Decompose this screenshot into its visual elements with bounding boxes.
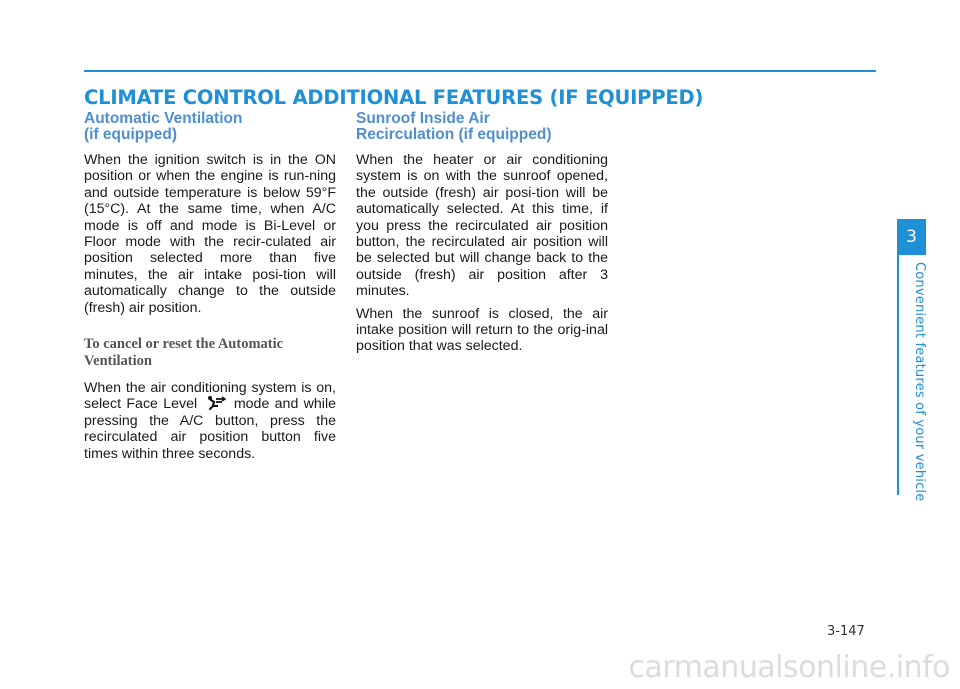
heading-line-2: Recirculation (if equipped) (356, 126, 552, 143)
subheading-line-2: Ventilation (84, 353, 152, 370)
header-rule (84, 70, 876, 72)
section-heading-sunroof-recirculation (356, 111, 608, 143)
page-title: CLIMATE CONTROL ADDITIONAL FEATURES (IF EQUIPPED) (84, 86, 704, 109)
cancel-reset-subheading (84, 336, 336, 370)
left-column (84, 111, 336, 468)
page-number: 3-147 (827, 624, 865, 639)
paragraph-text-after-icon: mode and while pressing the A/C button, press the recirculated air position button five times within three seconds. (84, 396, 336, 462)
heading-line-1: Sunroof Inside Air (356, 110, 490, 127)
section-heading-automatic-ventilation (84, 111, 336, 143)
subheading-line-1: To cancel or reset the Automatic (84, 336, 284, 353)
heading-line-2: (if equipped) (84, 126, 177, 143)
automatic-ventilation-paragraph: When the ignition switch is in the ON position or when the engine is run-ning and outside temperature is below 59°F (15°C). At the same time, when A/C mode is off and mode is Bi-Level or Floor mode with the recir-culated air position selected more than five minutes, the air intake posi-tion will automatically change to the outside (fresh) air position. (84, 152, 336, 316)
sunroof-paragraph-2: When the sunroof is closed, the air intake position will return to the orig-inal position that was selected. (356, 305, 608, 355)
chapter-title: Convenient features of your vehicle (912, 262, 927, 502)
right-column (356, 111, 608, 361)
chapter-tab: 3 (897, 219, 926, 255)
face-level-mode-icon (207, 396, 227, 410)
watermark: carmanualsonline.info (628, 650, 950, 685)
paragraph-text-before-icon: When the air conditioning system is on, select Face Level (84, 380, 336, 413)
cancel-reset-paragraph (84, 380, 336, 462)
sunroof-paragraph-1: When the heater or air conditioning system is on with the sunroof opened, the outside (fresh) air posi-tion will be automatically selected. At this time, if you press the recirculated air position button, the recirculated air position will be selected but will change back to the outside (fresh) air position after 3 minutes. (356, 152, 608, 300)
chapter-tab-rule (897, 255, 899, 495)
heading-line-1: Automatic Ventilation (84, 110, 243, 127)
